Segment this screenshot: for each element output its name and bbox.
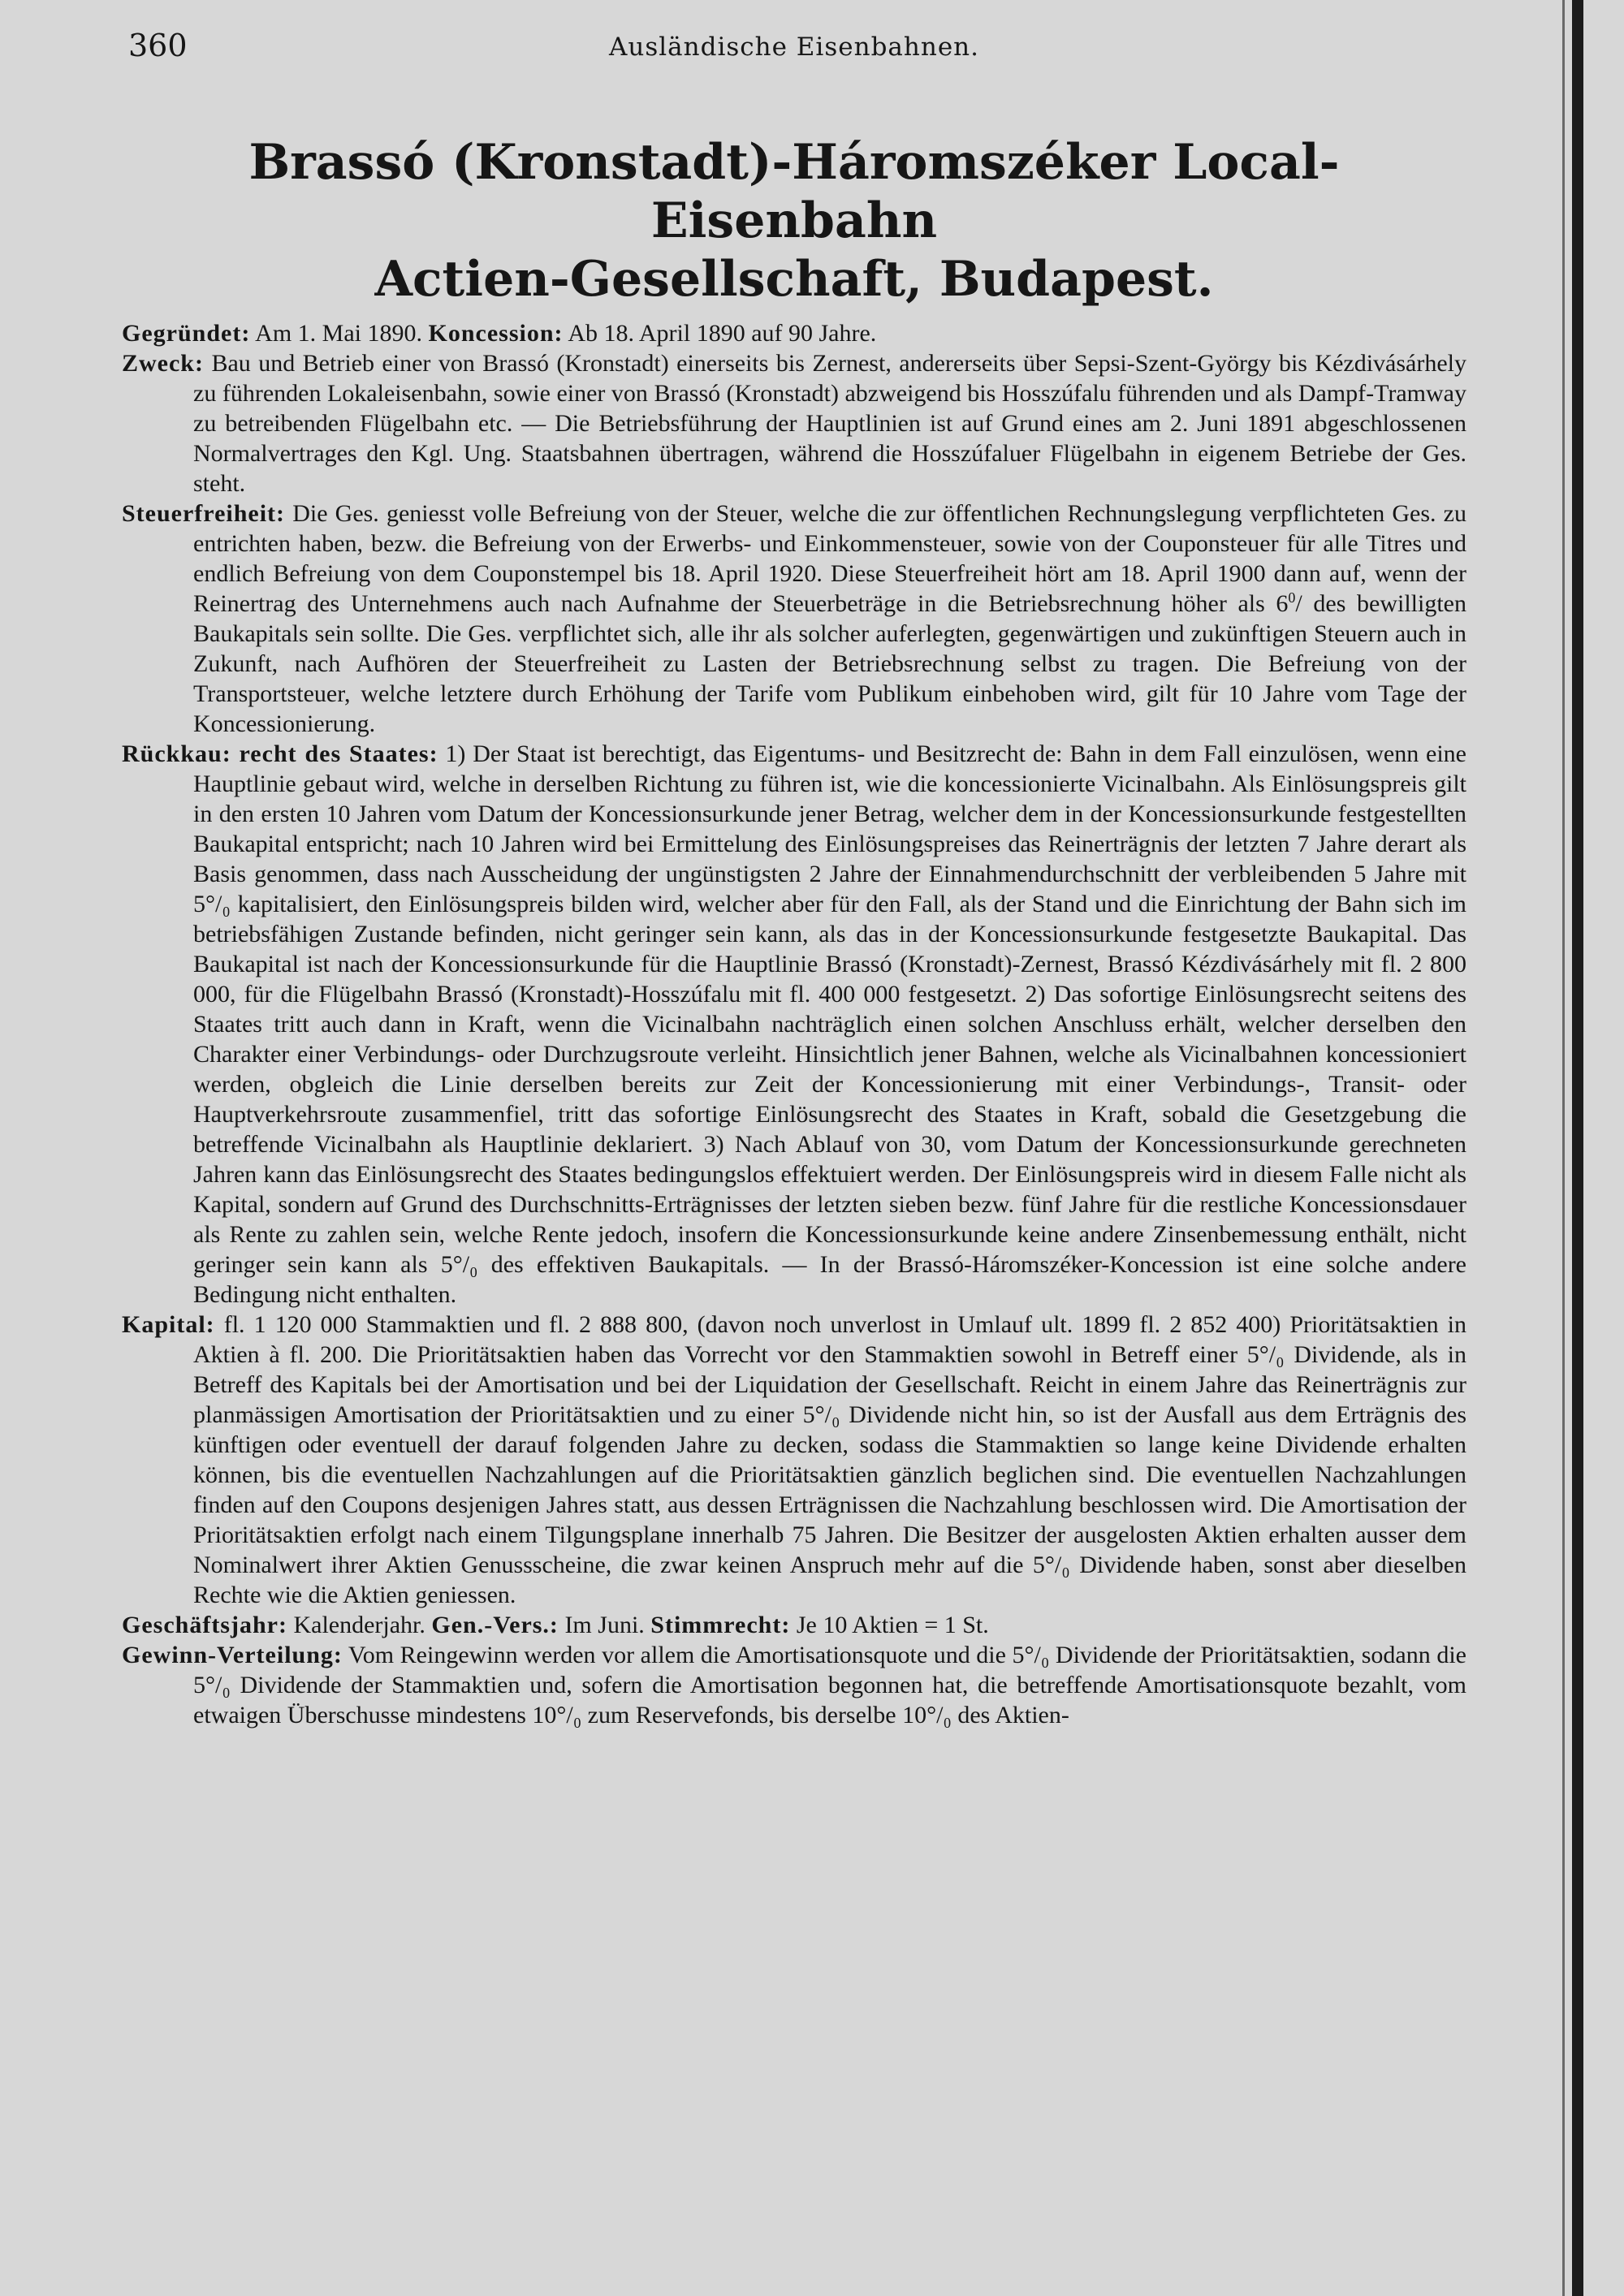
title-line-1: Brassó (Kronstadt)-Háromszéker Local-Eisenbahn	[248, 134, 1340, 249]
label-gewinn-verteilung: Gewinn-Verteilung:	[122, 1642, 343, 1668]
scan-edge-line	[1562, 0, 1565, 2296]
text-stimmrecht: Je 10 Aktien = 1 St.	[790, 1612, 989, 1638]
entry-zweck	[122, 348, 1466, 498]
text-gegruendet: Am 1. Mai 1890.	[250, 320, 429, 347]
label-steuerfreiheit: Steuerfreiheit:	[122, 500, 286, 527]
label-zweck: Zweck:	[122, 350, 204, 377]
label-stimmrecht: Stimmrecht:	[650, 1612, 791, 1638]
label-koncession: Koncession:	[428, 320, 564, 347]
page-number: 360	[128, 28, 188, 63]
text-steuerfreiheit-sup: 0	[1288, 589, 1296, 606]
page	[122, 28, 1466, 1730]
running-title: Ausländische Eisenbahnen.	[608, 32, 979, 62]
entry-gegruendet	[122, 318, 1466, 348]
article-body	[122, 318, 1466, 1730]
text-geschaeftsjahr: Kalenderjahr.	[287, 1612, 432, 1638]
text-kapital: fl. 1 120 000 Stammaktien und fl. 2 888 800, (davon noch unverlost in Umlauf ult. 1899 fl. 2 852 400) Prioritätsaktien in Aktien à fl. 200. Die Prioritätsaktien haben das Vorrecht vor den Stammaktien sowohl in Betreff einer 5°/₀ Dividende, als in Betreff des Kapitals bei der Amortisation und bei der Liquidation der Gesellschaft. Reicht in einem Jahre das Reinerträgnis zur planmässigen Amortisation der Prioritätsaktien und zu einer 5°/₀ Dividende nicht hin, so ist der Ausfall aus dem Erträgnis des künftigen oder eventuell der darauf folgenden Jahre zu decken, sodass die Stammaktien so lange keine Dividende erhalten können, bis die eventuellen Nachzahlungen auf die Prioritätsaktien gänzlich beglichen sind. Die eventuellen Nachzahlungen finden auf den Coupons desjenigen Jahres statt, aus dessen Erträgnissen die Nachzahlung beschlossen wird. Die Amortisation der Prioritätsaktien erfolgt nach einem Tilgungsplane innerhalb 75 Jahren. Die Besitzer der ausgelosten Aktien erhalten ausser dem Nominalwert ihrer Aktien Genussscheine, die zwar keinen Anspruch mehr auf die 5°/₀ Dividende haben, sonst aber dieselben Rechte wie die Aktien geniessen.	[193, 1311, 1466, 1608]
entry-rueckkaufrecht	[122, 739, 1466, 1310]
text-gewinn-verteilung: Vom Reingewinn werden vor allem die Amortisationsquote und die 5°/₀ Dividende der Prioritätsaktien, sodann die 5°/₀ Dividende der Stammaktien und, sofern die Amortisation begonnen hat, die betreffende Amortisationsquote bezahlt, vom etwaigen Überschusse mindestens 10°/₀ zum Reservefonds, bis derselbe 10°/₀ des Aktien-	[193, 1642, 1466, 1728]
running-header	[122, 28, 1466, 76]
scan-edge-bar	[1572, 0, 1583, 2296]
entry-gewinn-verteilung	[122, 1640, 1466, 1730]
text-zweck: Bau und Betrieb einer von Brassó (Kronstadt) einerseits bis Zernest, andererseits über Sepsi-Szent-György bis Kézdivásárhely zu führenden Lokaleisenbahn, sowie einer von Brassó (Kronstadt) abzweigend bis Hosszúfalu führenden und als Dampf-Tramway zu betreibenden Flügelbahn etc. — Die Betriebsführung der Hauptlinien ist auf Grund eines am 2. Juni 1891 abgeschlossenen Normalvertrages den Kgl. Ung. Staatsbahnen übertragen, während die Hosszúfaluer Flügelbahn in eigenem Betriebe der Ges. steht.	[193, 350, 1466, 497]
label-gen-vers: Gen.-Vers.:	[431, 1612, 559, 1638]
label-rueckkaufrecht: Rückkau: recht des Staates:	[122, 740, 438, 767]
text-koncession: Ab 18. April 1890 auf 90 Jahre.	[563, 320, 877, 347]
text-steuerfreiheit-1: Die Ges. geniesst volle Befreiung von der Steuer, welche die zur öffentlichen Rechnungslegung verpflichteten Ges. zu entrichten haben, bezw. die Befreiung von der Erwerbs- und Einkommensteuer, sowie von der Couponsteuer für alle Titres und endlich Befreiung von dem Couponstempel bis 18. April 1920. Diese Steuerfreiheit hört am 18. April 1900 dann auf, wenn der Reinertrag des Unternehmens auch nach Aufnahme der Steuerbeträge in die Betriebsrechnung höher als 6	[193, 500, 1466, 617]
text-steuerfreiheit-slash: /	[1295, 590, 1302, 617]
entry-kapital	[122, 1310, 1466, 1610]
title-line-2: Actien-Gesellschaft, Budapest.	[374, 251, 1214, 308]
label-geschaeftsjahr: Geschäftsjahr:	[122, 1612, 287, 1638]
entry-geschaeftsjahr	[122, 1610, 1466, 1640]
label-gegruendet: Gegründet:	[122, 320, 251, 347]
text-gen-vers: Im Juni.	[558, 1612, 651, 1638]
label-kapital: Kapital:	[122, 1311, 215, 1338]
text-rueckkaufrecht: 1) Der Staat ist berechtigt, das Eigentums- und Besitzrecht de: Bahn in dem Fall einzulösen, wenn eine Hauptlinie gebaut wird, welche in derselben Richtung zu führen ist, wie die koncessionierte Vicinalbahn. Als Einlösungspreis gilt in den ersten 10 Jahren vom Datum der Koncessionsurkunde jener Betrag, welcher dem in der Koncessionsurkunde festgestellten Baukapital entspricht; nach 10 Jahren wird bei Ermittelung des Einlösungspreises das Reinerträgnis der letzten 7 Jahre derart als Basis genommen, dass nach Ausscheidung der ungünstigsten 2 Jahre der Einnahmendurchschnitt der verbleibenden 5 Jahre mit 5°/₀ kapitalisiert, den Einlösungspreis bilden wird, welcher aber für den Fall, als der Stand und die Einrichtung der Bahn sich im betriebsfähigen Zustande befinden, nicht geringer sein kann, als das in der Koncessionsurkunde festgesetzte Baukapital. Das Baukapital ist nach der Koncessionsurkunde für die Hauptlinie Brassó (Kronstadt)-Zernest, Brassó Kézdivásárhely mit fl. 2 800 000, für die Flügelbahn Brassó (Kronstadt)-Hosszúfalu mit fl. 400 000 festgesetzt. 2) Das sofortige Einlösungsrecht seitens des Staates tritt auch dann in Kraft, wenn die Vicinalbahn nachträglich einen solchen Anschluss erhält, welcher derselben den Charakter einer Verbindungs- oder Durchzugsroute verleiht. Hinsichtlich jener Bahnen, welche als Vicinalbahnen koncessioniert werden, obgleich die Linie derselben bereits zur Zeit der Koncessionierung mit einer Verbindungs-, Transit- oder Hauptverkehrsroute zusammenfiel, tritt das sofortige Einlösungsrecht des Staates in Kraft, sobald die Gesetzgebung die betreffende Vicinalbahn als Hauptlinie deklariert. 3) Nach Ablauf von 30, vom Datum der Koncessionsurkunde gerechneten Jahren kann das Einlösungsrecht des Staates bedingungslos effektuiert werden. Der Einlösungspreis wird in diesem Falle nicht als Kapital, sondern auf Grund des Durchschnitts-Erträgnisses der letzten sieben bezw. fünf Jahre für die restliche Koncessionsdauer als Rente zu zahlen sein, welche Rente jedoch, insofern die Koncessionsurkunde keine andere Zinsenbemessung enthält, nicht geringer sein kann als 5°/₀ des effektiven Baukapitals. — In der Brassó-Háromszéker-Koncession ist eine solche andere Bedingung nicht enthalten.	[193, 740, 1467, 1308]
text-steuerfreiheit-2: des bewilligten Baukapitals sein sollte. Die Ges. verpflichtet sich, alle ihr als solcher auferlegten, gegenwärtigen und zukünftigen Steuern auch in Zukunft, nach Aufhören der Steuerfreiheit zu Lasten der Betriebsrechnung selbst zu tragen. Die Befreiung von der Transportsteuer, welche letztere durch Erhöhung der Tarife vom Publikum einbehoben wird, gilt für 10 Jahre vom Tage der Koncessionierung.	[193, 590, 1466, 737]
entry-steuerfreiheit	[122, 498, 1466, 739]
article-title	[122, 133, 1466, 309]
